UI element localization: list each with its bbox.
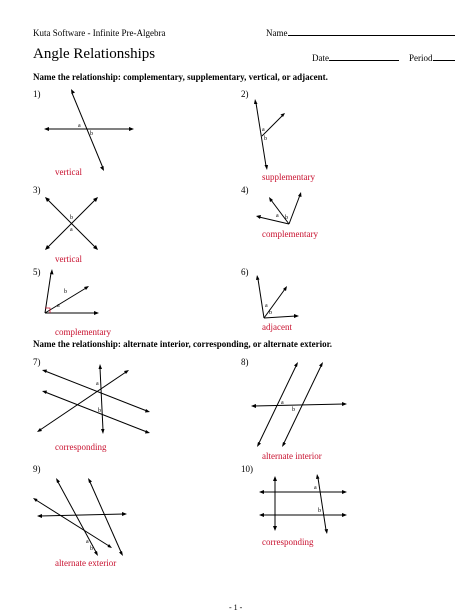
problem-8-angle-b: b: [292, 407, 295, 413]
problem-2-number: 2): [241, 89, 249, 99]
problem-6-number: 6): [241, 267, 249, 277]
section-2-instructions: Name the relationship: alternate interior, corresponding, or alternate exterior.: [33, 339, 333, 349]
problem-10-angle-a: a: [314, 485, 317, 491]
problem-9-angle-a: a: [86, 539, 89, 545]
period-label: Period: [409, 53, 433, 63]
problem-8-angle-a: a: [281, 400, 284, 406]
problem-1-answer: vertical: [55, 167, 82, 177]
problem-2-angle-b: b: [264, 136, 267, 142]
problem-5-answer: complementary: [55, 327, 111, 337]
publisher-line: Kuta Software - Infinite Pre-Algebra: [33, 28, 166, 38]
problem-10-angle-b: b: [318, 508, 321, 514]
problem-4-number: 4): [241, 185, 249, 195]
problem-4-angle-b: b: [285, 215, 288, 221]
problem-9-angle-b: b: [90, 546, 93, 552]
problem-1-angle-b: b: [90, 131, 93, 137]
problem-9-number: 9): [33, 464, 41, 474]
date-label: Date: [312, 53, 329, 63]
problem-6-angle-b: b: [269, 310, 272, 316]
problem-5-number: 5): [33, 267, 41, 277]
problem-6-answer: adjacent: [262, 322, 292, 332]
problem-4-answer: complementary: [262, 229, 318, 239]
problem-7-number: 7): [33, 357, 41, 367]
problem-8-number: 8): [241, 357, 249, 367]
problem-8-answer: alternate interior: [262, 451, 322, 461]
problem-3-number: 3): [33, 185, 41, 195]
name-label: Name: [266, 28, 288, 38]
problem-2-angle-a: a: [262, 127, 265, 133]
problem-4-angle-a: a: [276, 213, 279, 219]
problem-2-answer: supplementary: [262, 172, 315, 182]
problem-7-angle-b: b: [98, 408, 101, 414]
problem-3-answer: vertical: [55, 254, 82, 264]
section-1-instructions: Name the relationship: complementary, supplementary, vertical, or adjacent.: [33, 72, 328, 82]
problem-3-angle-b: b: [70, 215, 73, 221]
problem-7-angle-a: a: [96, 381, 99, 387]
worksheet-title: Angle Relationships: [33, 46, 156, 62]
page-number: - 1 -: [229, 603, 243, 612]
problem-3-angle-a: a: [70, 227, 73, 233]
problem-9-answer: alternate exterior: [55, 558, 117, 568]
problem-5-angle-a: a: [57, 303, 60, 309]
problem-1-number: 1): [33, 89, 41, 99]
problem-10-answer: corresponding: [262, 537, 314, 547]
problem-7-answer: corresponding: [55, 442, 107, 452]
problem-1-angle-a: a: [78, 123, 81, 129]
problem-6-angle-a: a: [265, 303, 268, 309]
problem-5-angle-b: b: [64, 289, 67, 295]
problem-10-number: 10): [241, 464, 253, 474]
